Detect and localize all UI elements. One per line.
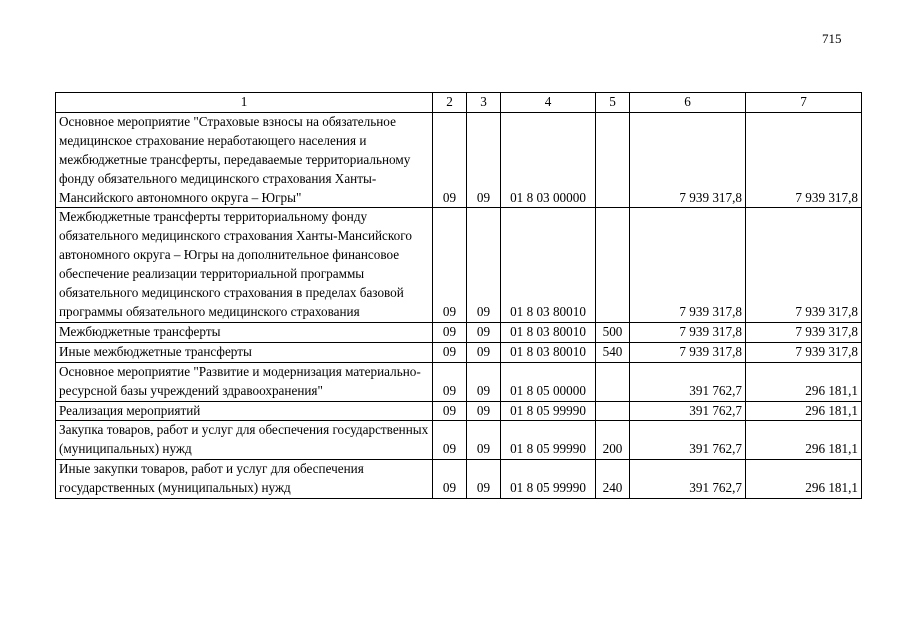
row-name: Межбюджетные трансферты bbox=[56, 322, 433, 342]
row-subsection: 09 bbox=[467, 421, 501, 460]
row-sum-1: 7 939 317,8 bbox=[630, 322, 746, 342]
row-name: Иные закупки товаров, работ и услуг для обеспечения государственных (муниципальных) нужд bbox=[56, 460, 433, 499]
row-target-code: 01 8 05 99990 bbox=[501, 460, 596, 499]
row-sum-1: 391 762,7 bbox=[630, 421, 746, 460]
row-target-code: 01 8 05 00000 bbox=[501, 362, 596, 401]
row-expense-type bbox=[596, 401, 630, 421]
row-expense-type bbox=[596, 112, 630, 208]
row-sum-2: 7 939 317,8 bbox=[746, 208, 862, 322]
row-sum-1: 7 939 317,8 bbox=[630, 208, 746, 322]
column-header-1: 1 bbox=[56, 93, 433, 113]
table-row bbox=[56, 342, 862, 362]
column-header-2: 2 bbox=[433, 93, 467, 113]
row-subsection: 09 bbox=[467, 401, 501, 421]
budget-table bbox=[55, 92, 862, 499]
row-expense-type: 240 bbox=[596, 460, 630, 499]
column-header-6: 6 bbox=[630, 93, 746, 113]
row-section: 09 bbox=[433, 208, 467, 322]
row-name: Основное мероприятие "Страховые взносы на обязательное медицинское страхование неработающего населения и межбюджетные трансферты, передаваемые территориальному фонду обязательного медицинского страхования Ханты-Мансийского автономного округа – Югры" bbox=[56, 112, 433, 208]
row-name: Основное мероприятие "Развитие и модернизация материально-ресурсной базы учреждений здравоохранения" bbox=[56, 362, 433, 401]
row-target-code: 01 8 03 00000 bbox=[501, 112, 596, 208]
row-name: Иные межбюджетные трансферты bbox=[56, 342, 433, 362]
row-section: 09 bbox=[433, 322, 467, 342]
row-target-code: 01 8 03 80010 bbox=[501, 342, 596, 362]
row-section: 09 bbox=[433, 342, 467, 362]
row-subsection: 09 bbox=[467, 322, 501, 342]
header-row bbox=[56, 93, 862, 113]
row-expense-type: 500 bbox=[596, 322, 630, 342]
row-name: Закупка товаров, работ и услуг для обеспечения государственных (муниципальных) нужд bbox=[56, 421, 433, 460]
row-subsection: 09 bbox=[467, 460, 501, 499]
row-sum-2: 296 181,1 bbox=[746, 460, 862, 499]
table-row bbox=[56, 208, 862, 322]
table-row bbox=[56, 322, 862, 342]
table-row bbox=[56, 421, 862, 460]
row-sum-1: 391 762,7 bbox=[630, 460, 746, 499]
row-target-code: 01 8 05 99990 bbox=[501, 401, 596, 421]
row-sum-2: 296 181,1 bbox=[746, 421, 862, 460]
row-target-code: 01 8 03 80010 bbox=[501, 208, 596, 322]
column-header-5: 5 bbox=[596, 93, 630, 113]
row-sum-1: 7 939 317,8 bbox=[630, 342, 746, 362]
row-sum-2: 7 939 317,8 bbox=[746, 322, 862, 342]
column-header-7: 7 bbox=[746, 93, 862, 113]
row-expense-type: 200 bbox=[596, 421, 630, 460]
row-expense-type bbox=[596, 208, 630, 322]
row-expense-type bbox=[596, 362, 630, 401]
row-target-code: 01 8 03 80010 bbox=[501, 322, 596, 342]
row-section: 09 bbox=[433, 401, 467, 421]
page-number: 715 bbox=[822, 31, 842, 46]
row-expense-type: 540 bbox=[596, 342, 630, 362]
column-header-4: 4 bbox=[501, 93, 596, 113]
row-target-code: 01 8 05 99990 bbox=[501, 421, 596, 460]
row-sum-2: 296 181,1 bbox=[746, 362, 862, 401]
row-section: 09 bbox=[433, 112, 467, 208]
row-sum-1: 391 762,7 bbox=[630, 362, 746, 401]
table-row bbox=[56, 401, 862, 421]
table-row bbox=[56, 362, 862, 401]
row-subsection: 09 bbox=[467, 112, 501, 208]
row-sum-1: 7 939 317,8 bbox=[630, 112, 746, 208]
row-section: 09 bbox=[433, 362, 467, 401]
row-subsection: 09 bbox=[467, 362, 501, 401]
row-section: 09 bbox=[433, 460, 467, 499]
row-subsection: 09 bbox=[467, 208, 501, 322]
table-row bbox=[56, 460, 862, 499]
row-sum-2: 296 181,1 bbox=[746, 401, 862, 421]
row-sum-2: 7 939 317,8 bbox=[746, 112, 862, 208]
column-header-3: 3 bbox=[467, 93, 501, 113]
row-section: 09 bbox=[433, 421, 467, 460]
table-row bbox=[56, 112, 862, 208]
row-subsection: 09 bbox=[467, 342, 501, 362]
row-sum-1: 391 762,7 bbox=[630, 401, 746, 421]
row-name: Межбюджетные трансферты территориальному фонду обязательного медицинского страхования Ханты-Мансийского автономного округа – Югры на дополнительное финансовое обеспечение реализации территориальной программы обязательного медицинского страхования в пределах базовой программы обязательного медицинского страхования bbox=[56, 208, 433, 322]
row-name: Реализация мероприятий bbox=[56, 401, 433, 421]
row-sum-2: 7 939 317,8 bbox=[746, 342, 862, 362]
